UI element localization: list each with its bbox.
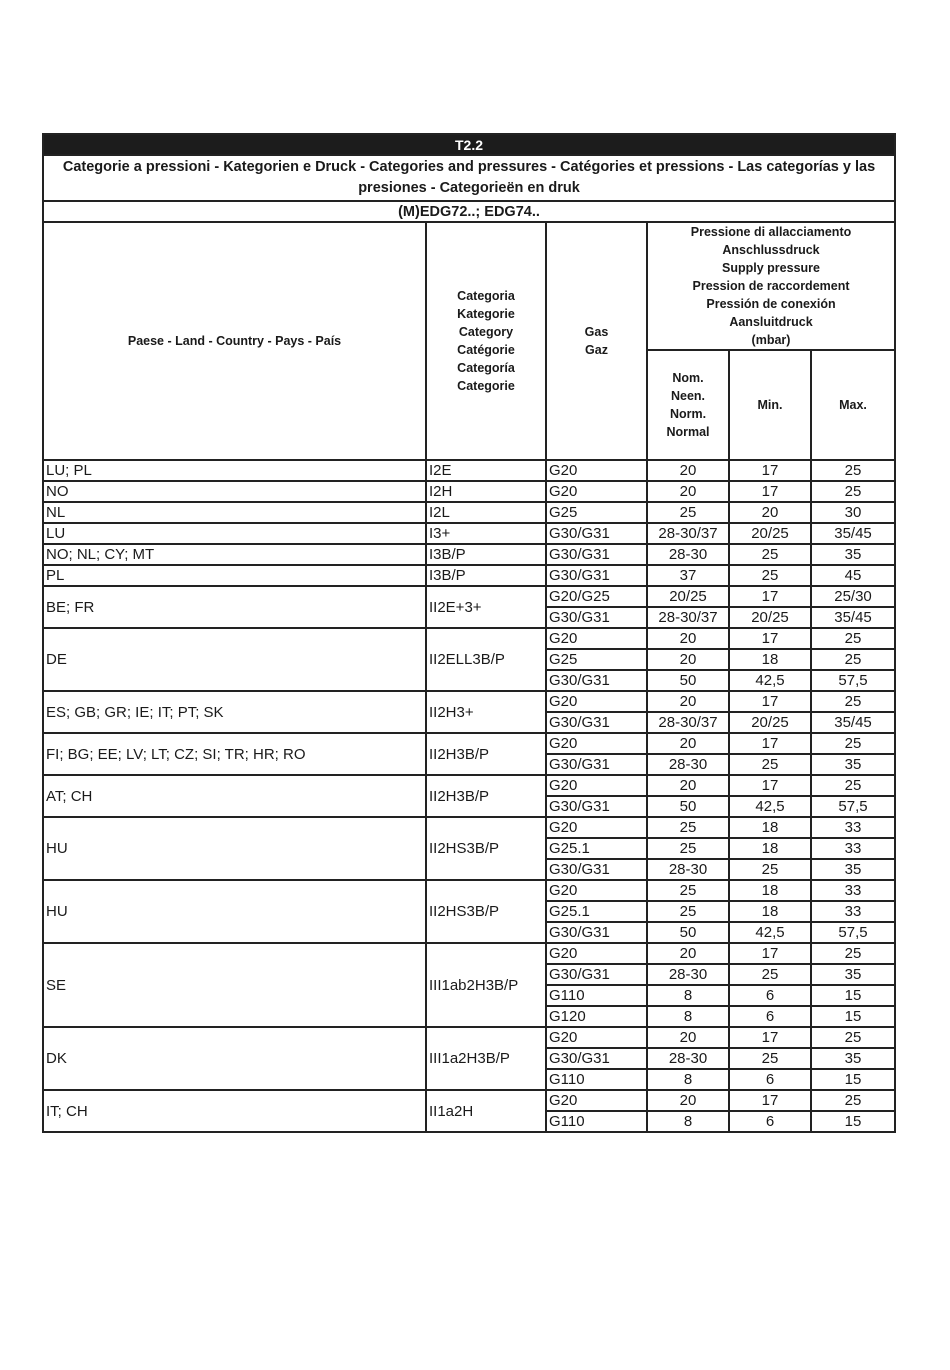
table-row [43,1027,895,1048]
country-cell: FI; BG; EE; LV; LT; CZ; SI; TR; HR; RO [43,733,426,775]
gas-cell: G20 [546,943,647,964]
max-pressure-cell: 25 [811,481,895,502]
gas-cell: G110 [546,985,647,1006]
max-pressure-cell: 25 [811,943,895,964]
header-pressure-line: Pression de raccordement [692,279,850,293]
max-pressure-cell: 15 [811,1006,895,1027]
nominal-pressure-cell: 28-30/37 [647,712,729,733]
category-cell: I3+ [426,523,546,544]
country-cell: NL [43,502,426,523]
table-row [43,481,895,502]
min-pressure-cell: 18 [729,901,811,922]
table-row [43,1090,895,1111]
min-pressure-cell: 17 [729,460,811,481]
nominal-pressure-cell: 25 [647,838,729,859]
nominal-pressure-cell: 20 [647,1027,729,1048]
nominal-pressure-cell: 20 [647,649,729,670]
min-pressure-cell: 25 [729,754,811,775]
max-pressure-cell: 35 [811,859,895,880]
gas-cell: G25.1 [546,838,647,859]
gas-cell: G20 [546,481,647,502]
min-pressure-cell: 6 [729,1069,811,1090]
min-pressure-cell: 18 [729,838,811,859]
header-nominal-line: Normal [666,425,710,439]
min-pressure-cell: 18 [729,817,811,838]
category-cell: I2E [426,460,546,481]
table-id: T2.2 [43,134,895,155]
nominal-pressure-cell: 25 [647,502,729,523]
nominal-pressure-cell: 37 [647,565,729,586]
header-supply-pressure [647,222,895,350]
max-pressure-cell: 15 [811,1111,895,1132]
model-range: (M)EDG72..; EDG74.. [43,201,895,222]
header-max: Max. [811,350,895,460]
min-pressure-cell: 42,5 [729,922,811,943]
nominal-pressure-cell: 20 [647,775,729,796]
min-pressure-cell: 17 [729,1090,811,1111]
category-cell: II2HS3B/P [426,880,546,943]
nominal-pressure-cell: 50 [647,922,729,943]
gas-cell: G30/G31 [546,712,647,733]
min-pressure-cell: 25 [729,859,811,880]
category-cell: II2E+3+ [426,586,546,628]
nominal-pressure-cell: 28-30 [647,1048,729,1069]
category-cell: I2L [426,502,546,523]
max-pressure-cell: 25 [811,649,895,670]
min-pressure-cell: 17 [729,586,811,607]
country-cell: NO [43,481,426,502]
gas-cell: G25.1 [546,901,647,922]
max-pressure-cell: 35 [811,544,895,565]
min-pressure-cell: 17 [729,1027,811,1048]
nominal-pressure-cell: 20 [647,481,729,502]
gas-cell: G20/G25 [546,586,647,607]
gas-cell: G30/G31 [546,565,647,586]
nominal-pressure-cell: 25 [647,880,729,901]
min-pressure-cell: 20 [729,502,811,523]
header-category-line: Kategorie [457,307,515,321]
min-pressure-cell: 6 [729,1006,811,1027]
table-row [43,586,895,607]
min-pressure-cell: 25 [729,544,811,565]
max-pressure-cell: 33 [811,817,895,838]
gas-cell: G25 [546,649,647,670]
gas-cell: G30/G31 [546,523,647,544]
gas-cell: G20 [546,733,647,754]
gas-cell: G110 [546,1069,647,1090]
max-pressure-cell: 25 [811,775,895,796]
min-pressure-cell: 6 [729,985,811,1006]
max-pressure-cell: 30 [811,502,895,523]
table-row [43,502,895,523]
table-title: Categorie a pressioni - Kategorien e Druck - Categories and pressures - Catégories et pressions - Las categorías y las presiones - Categorieën en druk [43,155,895,201]
min-pressure-cell: 20/25 [729,712,811,733]
table-row [43,733,895,754]
nominal-pressure-cell: 25 [647,817,729,838]
header-pressure-line: Pressión de conexión [706,297,836,311]
gas-cell: G30/G31 [546,1048,647,1069]
nominal-pressure-cell: 8 [647,1111,729,1132]
header-country: Paese - Land - Country - Pays - País [43,222,426,460]
header-category-line: Categorie [457,379,515,393]
header-nominal-line: Nom. [672,371,704,385]
table-row [43,523,895,544]
min-pressure-cell: 17 [729,943,811,964]
header-pressure-line: Aansluitdruck [729,315,813,329]
gas-cell: G25 [546,502,647,523]
min-pressure-cell: 20/25 [729,607,811,628]
nominal-pressure-cell: 8 [647,985,729,1006]
header-category-line: Catégorie [457,343,515,357]
nominal-pressure-cell: 25 [647,901,729,922]
table-row [43,544,895,565]
nominal-pressure-cell: 20 [647,628,729,649]
country-cell: DK [43,1027,426,1090]
header-gas-line: Gaz [585,343,608,357]
category-cell: II2H3B/P [426,733,546,775]
nominal-pressure-cell: 20 [647,1090,729,1111]
header-gas [546,222,647,460]
min-pressure-cell: 20/25 [729,523,811,544]
max-pressure-cell: 35 [811,964,895,985]
max-pressure-cell: 25 [811,460,895,481]
table-row [43,943,895,964]
nominal-pressure-cell: 50 [647,670,729,691]
header-min: Min. [729,350,811,460]
nominal-pressure-cell: 20 [647,691,729,712]
min-pressure-cell: 42,5 [729,670,811,691]
country-cell: LU [43,523,426,544]
category-cell: II2HS3B/P [426,817,546,880]
gas-cell: G30/G31 [546,544,647,565]
nominal-pressure-cell: 28-30 [647,964,729,985]
nominal-pressure-cell: 28-30 [647,859,729,880]
header-pressure-line: (mbar) [751,333,791,347]
header-category [426,222,546,460]
categories-pressures-table [42,133,896,1133]
category-cell: II2H3+ [426,691,546,733]
category-cell: II2H3B/P [426,775,546,817]
nominal-pressure-cell: 28-30/37 [647,607,729,628]
table-row [43,691,895,712]
min-pressure-cell: 17 [729,733,811,754]
category-cell: II1a2H [426,1090,546,1132]
max-pressure-cell: 25 [811,691,895,712]
max-pressure-cell: 35/45 [811,607,895,628]
min-pressure-cell: 6 [729,1111,811,1132]
nominal-pressure-cell: 28-30/37 [647,523,729,544]
gas-cell: G30/G31 [546,796,647,817]
min-pressure-cell: 18 [729,649,811,670]
max-pressure-cell: 57,5 [811,796,895,817]
min-pressure-cell: 25 [729,964,811,985]
gas-cell: G20 [546,691,647,712]
table-row [43,817,895,838]
max-pressure-cell: 15 [811,1069,895,1090]
min-pressure-cell: 25 [729,565,811,586]
min-pressure-cell: 17 [729,775,811,796]
gas-cell: G30/G31 [546,859,647,880]
nominal-pressure-cell: 20 [647,733,729,754]
country-cell: IT; CH [43,1090,426,1132]
nominal-pressure-cell: 20 [647,943,729,964]
country-cell: HU [43,817,426,880]
nominal-pressure-cell: 20/25 [647,586,729,607]
header-nominal-line: Norm. [669,407,707,421]
header-gas-line: Gas [584,325,609,339]
table-row [43,460,895,481]
table-row [43,565,895,586]
max-pressure-cell: 25 [811,628,895,649]
header-category-line: Categoría [457,361,515,375]
category-cell: III1ab2H3B/P [426,943,546,1027]
country-cell: LU; PL [43,460,426,481]
nominal-pressure-cell: 8 [647,1069,729,1090]
gas-cell: G30/G31 [546,607,647,628]
max-pressure-cell: 35/45 [811,712,895,733]
country-cell: PL [43,565,426,586]
max-pressure-cell: 35 [811,754,895,775]
gas-cell: G30/G31 [546,922,647,943]
table-row [43,628,895,649]
nominal-pressure-cell: 8 [647,1006,729,1027]
gas-cell: G30/G31 [546,754,647,775]
nominal-pressure-cell: 28-30 [647,544,729,565]
category-cell: I3B/P [426,565,546,586]
table-body [43,460,895,1132]
min-pressure-cell: 17 [729,628,811,649]
gas-cell: G20 [546,460,647,481]
header-category-line: Category [458,325,514,339]
gas-cell: G110 [546,1111,647,1132]
header-pressure-line: Anschlussdruck [722,243,820,257]
document-page [42,133,894,1133]
country-cell: DE [43,628,426,691]
max-pressure-cell: 57,5 [811,670,895,691]
gas-cell: G20 [546,775,647,796]
max-pressure-cell: 45 [811,565,895,586]
gas-cell: G30/G31 [546,964,647,985]
max-pressure-cell: 33 [811,838,895,859]
header-category-line: Categoria [457,289,515,303]
country-cell: AT; CH [43,775,426,817]
header-nominal [647,350,729,460]
min-pressure-cell: 25 [729,1048,811,1069]
max-pressure-cell: 57,5 [811,922,895,943]
country-cell: HU [43,880,426,943]
gas-cell: G20 [546,880,647,901]
gas-cell: G20 [546,817,647,838]
nominal-pressure-cell: 28-30 [647,754,729,775]
table-row [43,880,895,901]
max-pressure-cell: 25 [811,733,895,754]
table-row [43,775,895,796]
country-cell: NO; NL; CY; MT [43,544,426,565]
max-pressure-cell: 33 [811,901,895,922]
country-cell: BE; FR [43,586,426,628]
min-pressure-cell: 18 [729,880,811,901]
category-cell: I2H [426,481,546,502]
max-pressure-cell: 35 [811,1048,895,1069]
max-pressure-cell: 25 [811,1027,895,1048]
header-nominal-line: Neen. [670,389,706,403]
category-cell: III1a2H3B/P [426,1027,546,1090]
country-cell: SE [43,943,426,1027]
category-cell: II2ELL3B/P [426,628,546,691]
nominal-pressure-cell: 50 [647,796,729,817]
category-cell: I3B/P [426,544,546,565]
header-pressure-line: Pressione di allacciamento [690,225,852,239]
min-pressure-cell: 17 [729,481,811,502]
country-cell: ES; GB; GR; IE; IT; PT; SK [43,691,426,733]
min-pressure-cell: 42,5 [729,796,811,817]
max-pressure-cell: 25 [811,1090,895,1111]
max-pressure-cell: 25/30 [811,586,895,607]
gas-cell: G20 [546,628,647,649]
max-pressure-cell: 35/45 [811,523,895,544]
nominal-pressure-cell: 20 [647,460,729,481]
min-pressure-cell: 17 [729,691,811,712]
gas-cell: G30/G31 [546,670,647,691]
gas-cell: G20 [546,1027,647,1048]
header-pressure-line: Supply pressure [722,261,820,275]
gas-cell: G20 [546,1090,647,1111]
max-pressure-cell: 15 [811,985,895,1006]
gas-cell: G120 [546,1006,647,1027]
max-pressure-cell: 33 [811,880,895,901]
